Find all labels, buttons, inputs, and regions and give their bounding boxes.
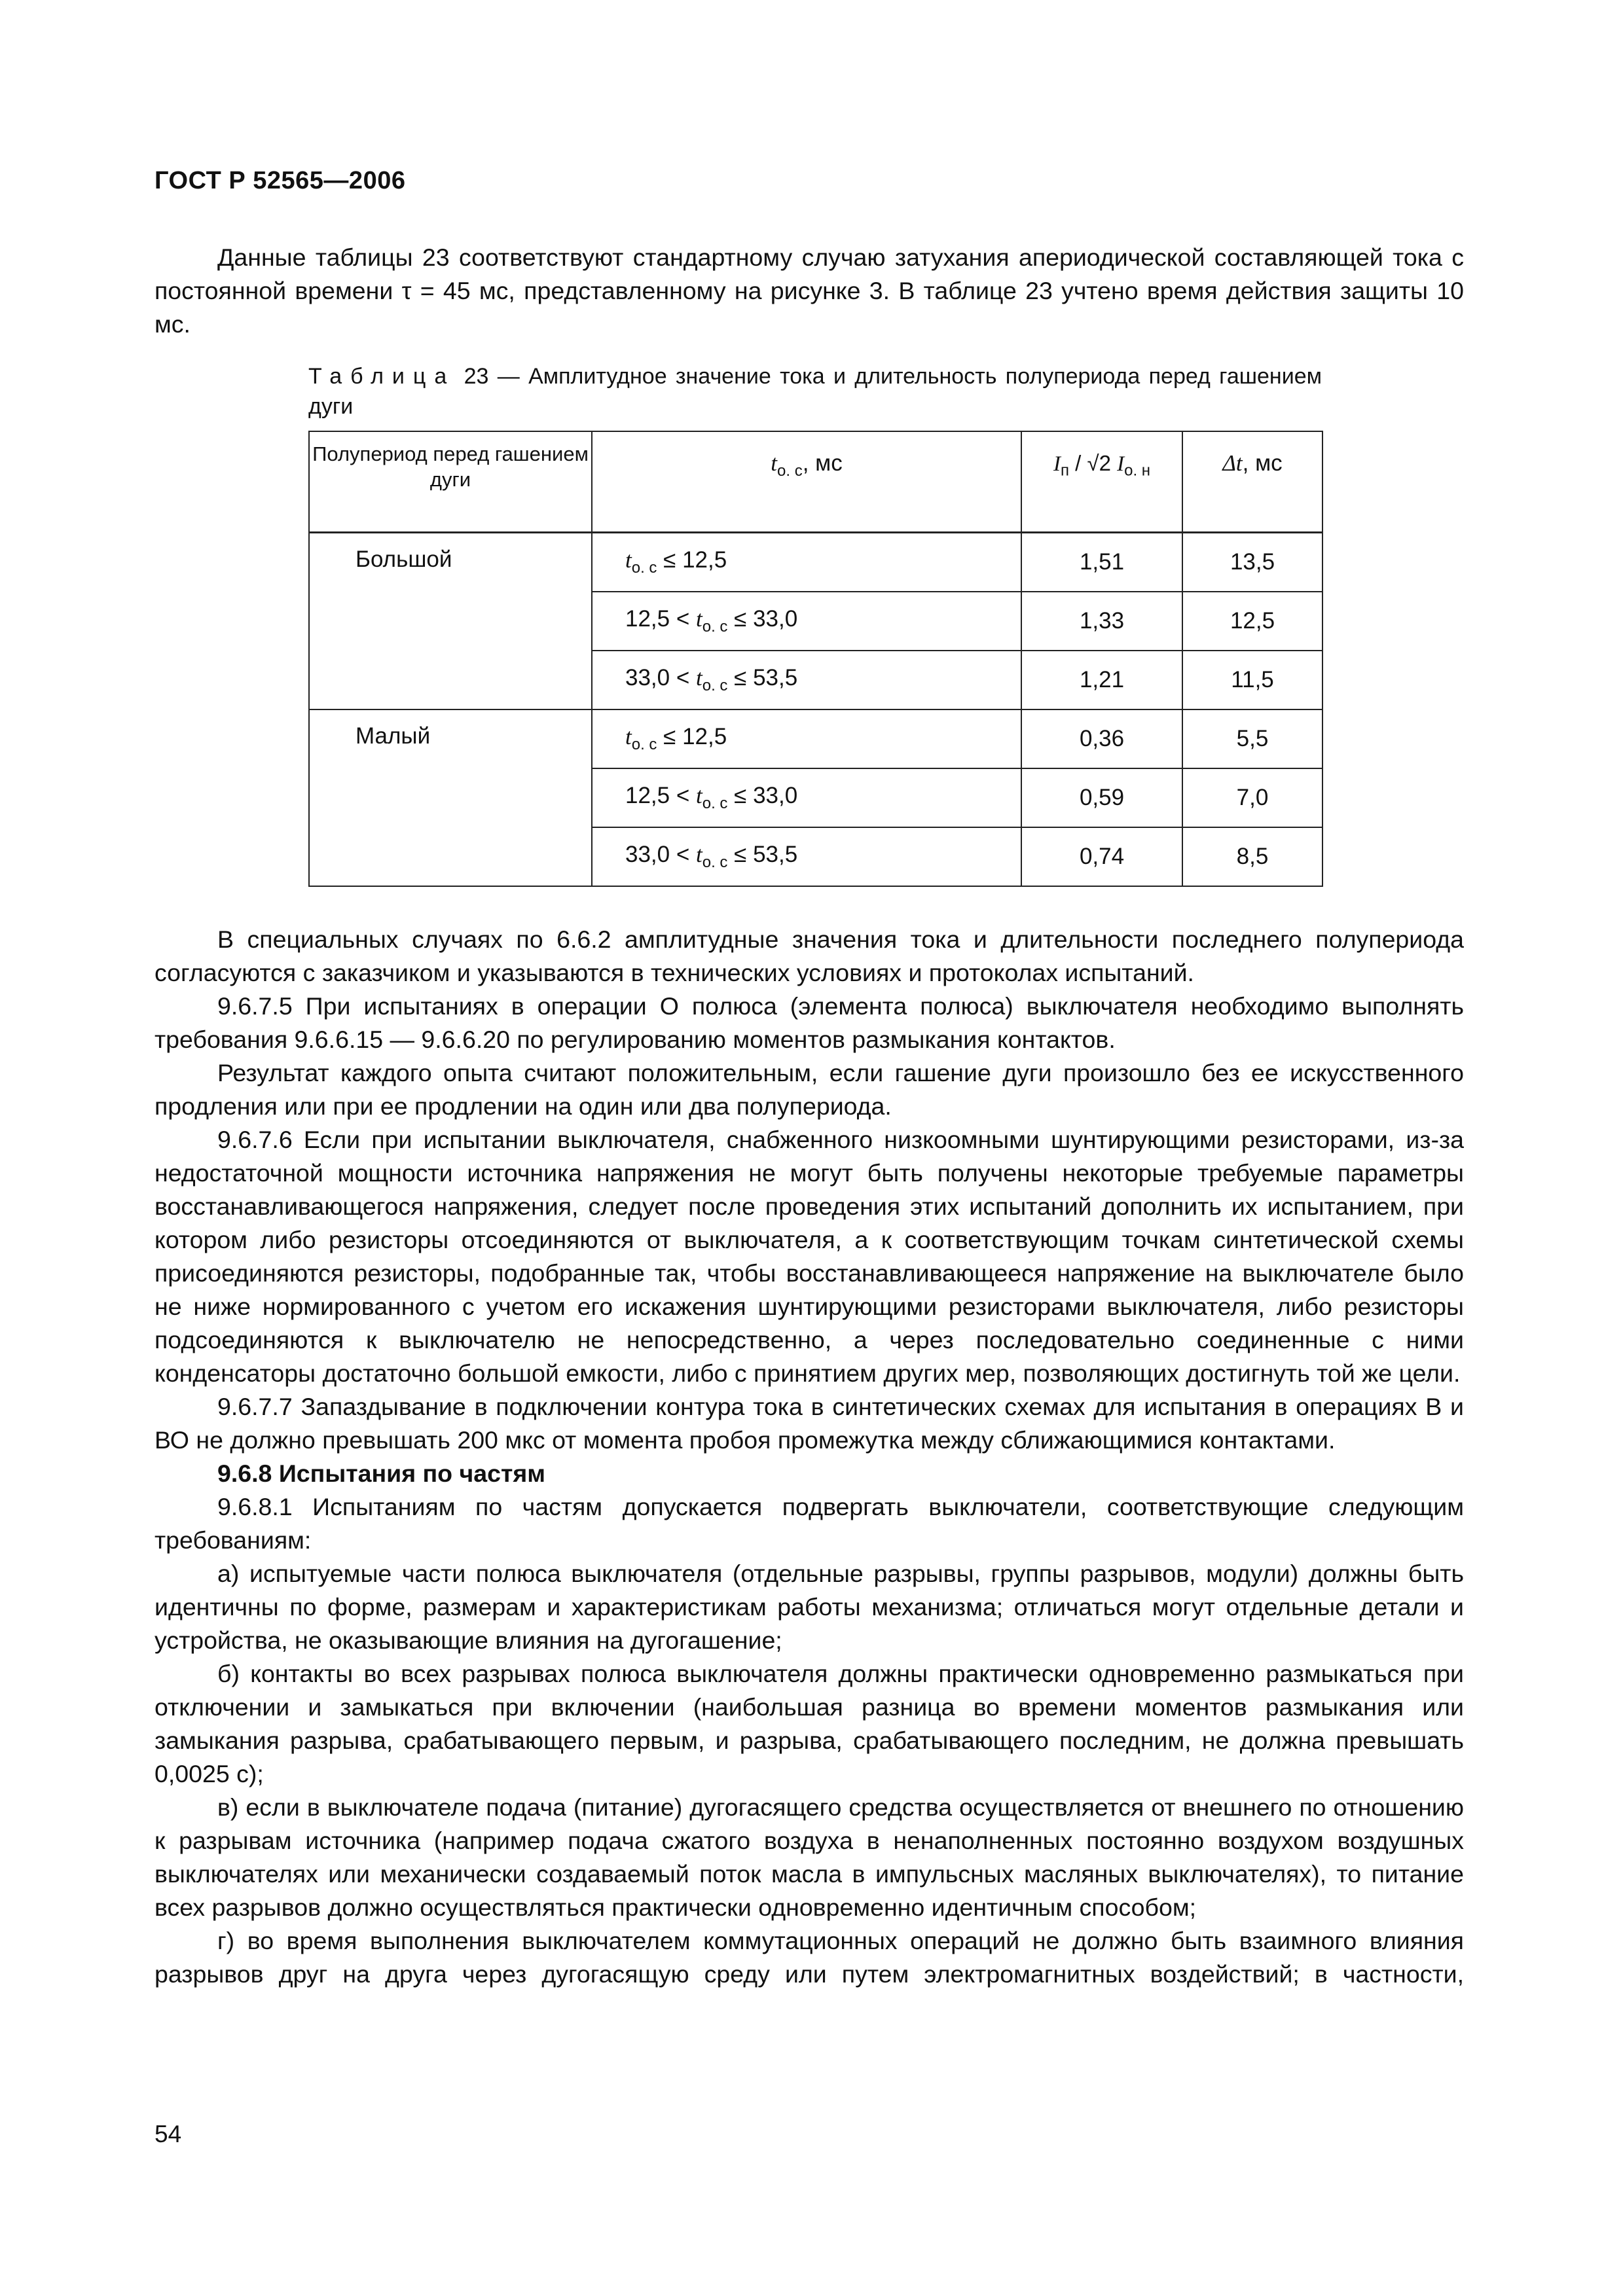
range-prefix: 12,5 < (625, 783, 697, 808)
current-ratio-cell: 1,51 (1021, 533, 1182, 592)
header-half-period: Полупериод перед гашением дуги (309, 431, 592, 533)
range-suffix: ≤ 12,5 (657, 724, 727, 749)
time-symbol: t (696, 665, 702, 691)
table-caption-text: 23 — Амплитудное значение тока и длительность полупериода перед гашением дуги (308, 364, 1322, 419)
time-symbol: t (696, 606, 702, 632)
body-text (155, 923, 1464, 1991)
body-paragraph: Результат каждого опыта считают положительным, если гашение дуги произошло без ее искусственного продления или при ее продлении на один или два полупериода. (155, 1059, 1464, 1120)
range-prefix: 33,0 < (625, 842, 697, 867)
half-period-cell: Малый (309, 709, 592, 886)
current-ratio-cell: 0,36 (1021, 709, 1182, 768)
time-symbol: t (625, 547, 632, 573)
body-paragraph: а) испытуемые части полюса выключателя (отдельные разрывы, группы разрывов, модули) должны быть идентичны по форме, размерам и характеристикам работы механизма; отличаться могут отдельные детали и устройства, не оказывающие влияния на дугогашение; (155, 1560, 1464, 1654)
time-range-cell (592, 651, 1021, 709)
table-caption-label: Таблица (308, 364, 456, 389)
range-suffix: ≤ 53,5 (727, 665, 798, 691)
time-symbol: t (696, 842, 702, 867)
time-subscript: о. с (702, 618, 728, 636)
current-ratio-cell: 0,74 (1021, 827, 1182, 886)
time-subscript: о. с (702, 795, 728, 812)
body-paragraph: в) если в выключателе подача (питание) дугогасящего средства осуществляется от внешнего по отношению к разрывам источника (например подача сжатого воздуха в ненаполненных постоянно воздухом воздушных выключателях или механически создаваемый поток масла в импульсных масляных выключателях), то питание всех разрывов должно осуществляться практически одновременно идентичным способом; (155, 1793, 1464, 1921)
body-paragraph: б) контакты во всех разрывах полюса выключателя должны практически одновременно размыкаться при отключении и замыкаться при включении (наибольшая разница во времени моментов размыкания или замыкания разрыва, срабатывающего первым, и разрыва, срабатывающего последним, не должна превышать 0,0025 с); (155, 1660, 1464, 1787)
delta-t-cell: 12,5 (1182, 592, 1322, 651)
data-table (308, 431, 1323, 887)
time-range-cell (592, 827, 1021, 886)
time-symbol: t (696, 783, 702, 808)
range-prefix: 12,5 < (625, 606, 697, 632)
body-paragraph: 9.6.8.1 Испытаниям по частям допускается подвергать выключатели, соответствующие следующим требованиям: (155, 1493, 1464, 1554)
range-suffix: ≤ 12,5 (657, 547, 727, 573)
page-number: 54 (155, 2121, 182, 2147)
time-range-cell (592, 533, 1021, 592)
document-header: ГОСТ Р 52565—2006 (155, 167, 406, 194)
range-suffix: ≤ 33,0 (727, 783, 798, 808)
range-suffix: ≤ 53,5 (727, 842, 798, 867)
time-symbol: t (625, 724, 632, 749)
delta-t-cell: 5,5 (1182, 709, 1322, 768)
time-range-cell (592, 768, 1021, 827)
table-header-row (309, 431, 1322, 533)
body-paragraph: 9.6.7.6 Если при испытании выключателя, снабженного низкоомными шунтирующими резисторами, из-за недостаточной мощности источника напряжения не могут быть получены некоторые требуемые параметры восстанавливающегося напряжения, следует после проведения этих испытаний дополнить их испытанием, при котором либо резисторы отсоединяются от выключателя, а к соответствующим точкам синтетической схемы присоединяются резисторы, подобранные так, чтобы восстанавливающееся напряжение на выключателе было не ниже нормированного с учетом его искажения шунтирующими резисторами выключателя, либо резисторы подсоединяются к выключателю не непосредственно, а через последовательно соединенные с ними конденсаторы достаточно большой емкости, либо с принятием других мер, позволяющих достигнуть той же цели. (155, 1126, 1464, 1387)
time-subscript: о. с (631, 736, 657, 753)
body-paragraph: В специальных случаях по 6.6.2 амплитудные значения тока и длительности последнего полупериода согласуются с заказчиком и указываются в технических условиях и протоколах испытаний. (155, 925, 1464, 986)
table-caption (308, 361, 1322, 422)
header-time: $t_{о. с}$, мс (592, 431, 1021, 533)
section-title: 9.6.8 Испытания по частям (217, 1460, 545, 1487)
current-ratio-cell: 1,33 (1021, 592, 1182, 651)
time-subscript: о. с (631, 559, 657, 577)
body-paragraph: г) во время выполнения выключателем коммутационных операций не должно быть взаимного влияния разрывов друг на друга через дугогасящую среду или путем электромагнитных воздействий; в частности, (155, 1927, 1464, 1988)
intro-paragraph: Данные таблицы 23 соответствуют стандартному случаю затухания апериодической составляющей тока с постоянной времени τ = 45 мс, представленному на рисунке 3. В таблице 23 учтено время действия защиты 10 мс. (155, 243, 1464, 338)
time-range-cell (592, 709, 1021, 768)
body-paragraph: 9.6.7.5 При испытаниях в операции О полюса (элемента полюса) выключателя необходимо выполнять требования 9.6.6.15 — 9.6.6.20 по регулированию моментов размыкания контактов. (155, 992, 1464, 1053)
half-period-cell: Большой (309, 533, 592, 710)
range-prefix: 33,0 < (625, 665, 697, 691)
delta-t-cell: 11,5 (1182, 651, 1322, 709)
delta-t-cell: 13,5 (1182, 533, 1322, 592)
delta-t-cell: 7,0 (1182, 768, 1322, 827)
time-range-cell (592, 592, 1021, 651)
table-row (309, 709, 1322, 768)
current-ratio-cell: 0,59 (1021, 768, 1182, 827)
header-current-ratio: $I_п / √2$ $I_{о. н}$ (1021, 431, 1182, 533)
time-subscript: о. с (702, 677, 728, 694)
body-paragraph: 9.6.7.7 Запаздывание в подключении контура тока в синтетических схемах для испытания в операциях В и ВО не должно превышать 200 мкс от момента пробоя промежутка между сближающимися контактами. (155, 1393, 1464, 1454)
current-ratio-cell: 1,21 (1021, 651, 1182, 709)
table-row (309, 533, 1322, 592)
table-body (309, 533, 1322, 887)
header-delta-t: Δt, мс (1182, 431, 1322, 533)
time-subscript: о. с (702, 853, 728, 871)
delta-t-cell: 8,5 (1182, 827, 1322, 886)
range-suffix: ≤ 33,0 (727, 606, 798, 632)
